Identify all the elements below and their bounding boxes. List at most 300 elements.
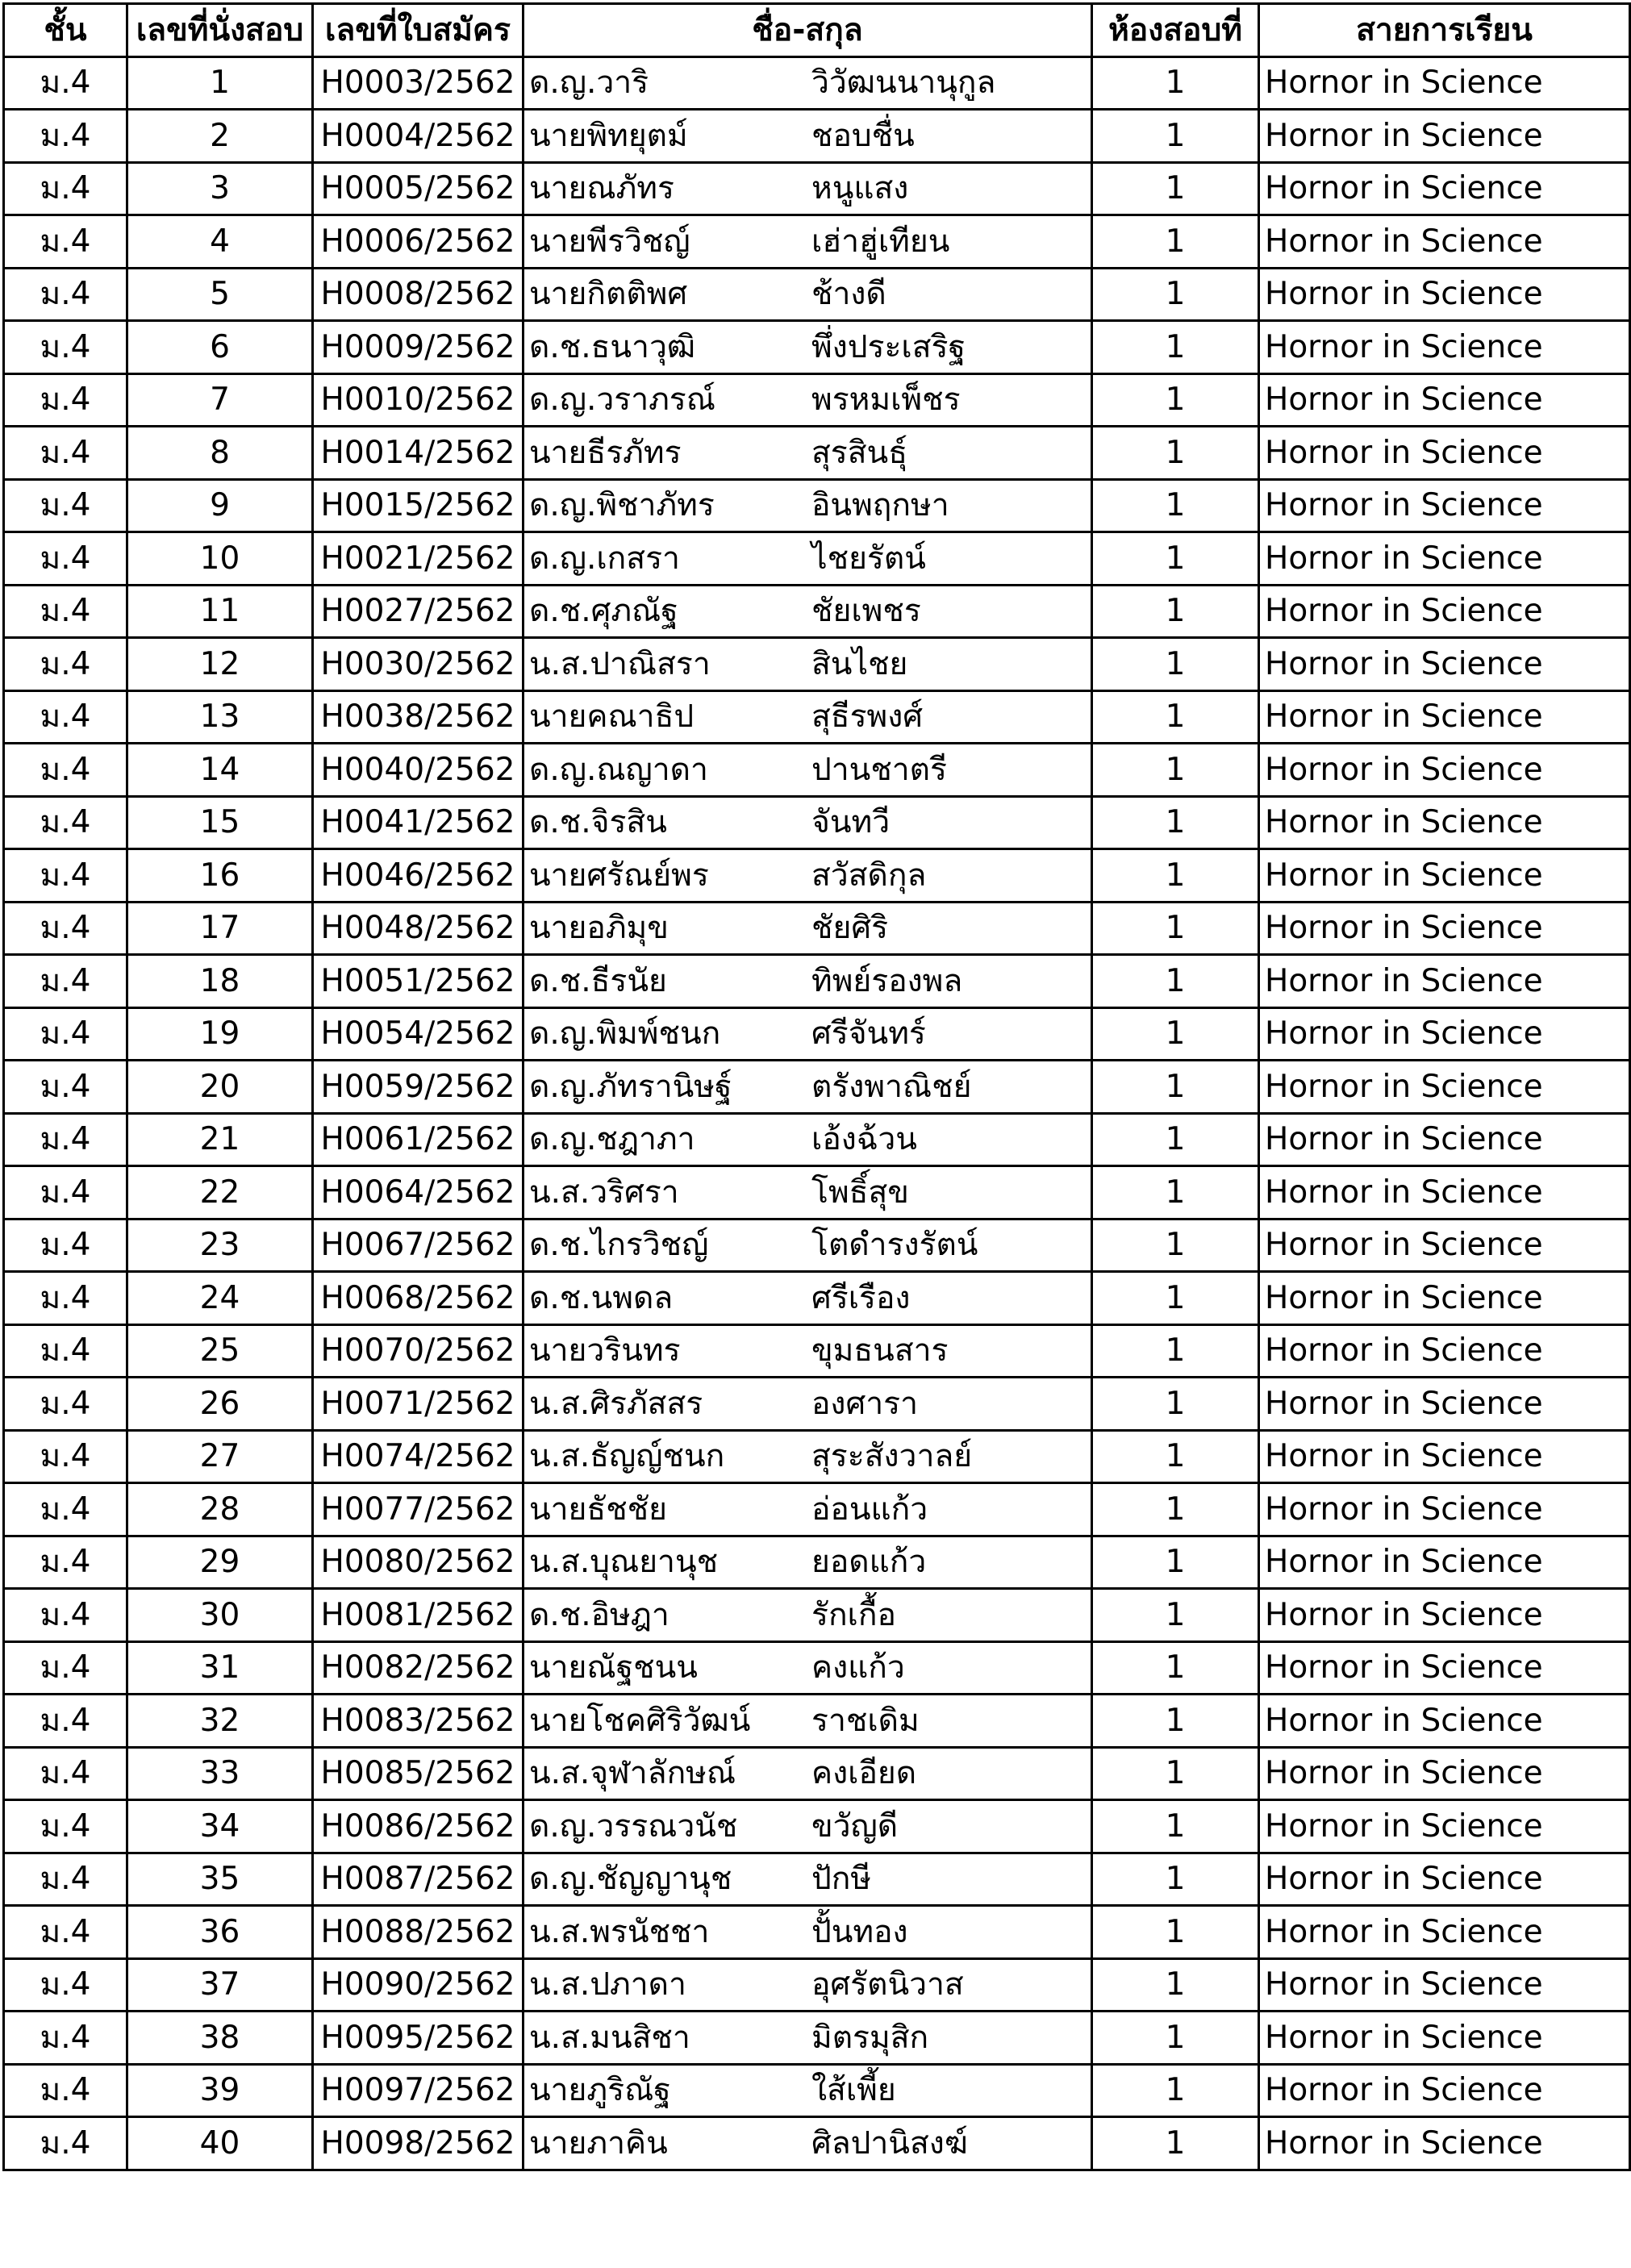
first-name: นายภูริณัฐ — [529, 2072, 671, 2109]
program-cell: Hornor in Science — [1259, 1536, 1630, 1589]
exam-room-cell: 1 — [1092, 1007, 1259, 1061]
full-name-cell — [524, 162, 1092, 215]
exam-room-cell: 1 — [1092, 110, 1259, 163]
full-name-cell — [524, 1272, 1092, 1325]
application-number-cell: H0095/2562 — [313, 2012, 524, 2065]
program-cell: Hornor in Science — [1259, 2117, 1630, 2170]
seat-number-cell: 16 — [127, 849, 313, 903]
table-row — [4, 638, 1630, 691]
table-row — [4, 1430, 1630, 1483]
application-number-cell: H0059/2562 — [313, 1061, 524, 1114]
application-number-cell: H0003/2562 — [313, 56, 524, 110]
program-cell: Hornor in Science — [1259, 1219, 1630, 1272]
table-row — [4, 1219, 1630, 1272]
seat-number-cell: 21 — [127, 1113, 313, 1166]
application-number-cell: H0046/2562 — [313, 849, 524, 903]
first-name: นายธัชชัย — [529, 1490, 668, 1528]
first-name: ด.ช.อิษฎา — [529, 1596, 670, 1633]
program-cell: Hornor in Science — [1259, 162, 1630, 215]
grade-cell: ม.4 — [4, 1747, 127, 1800]
seat-number-cell: 23 — [127, 1219, 313, 1272]
first-name: นายอภิมุข — [529, 910, 669, 947]
full-name-cell — [524, 2064, 1092, 2117]
table-row — [4, 1272, 1630, 1325]
grade-cell: ม.4 — [4, 638, 127, 691]
last-name: พรหมเพ็ชร — [811, 381, 961, 419]
grade-cell: ม.4 — [4, 1007, 127, 1061]
full-name-cell — [524, 902, 1092, 955]
program-cell: Hornor in Science — [1259, 1958, 1630, 2012]
first-name: ด.ญ.ณญาดา — [529, 751, 708, 788]
first-name: ด.ญ.วาริ — [529, 65, 649, 102]
last-name: โพธิ์สุข — [811, 1174, 909, 1211]
exam-room-cell: 1 — [1092, 1536, 1259, 1589]
exam-room-cell: 1 — [1092, 532, 1259, 586]
full-name-cell — [524, 268, 1092, 321]
program-cell: Hornor in Science — [1259, 2012, 1630, 2065]
program-cell: Hornor in Science — [1259, 902, 1630, 955]
grade-cell: ม.4 — [4, 1166, 127, 1219]
table-row — [4, 955, 1630, 1008]
grade-cell: ม.4 — [4, 1061, 127, 1114]
first-name: ด.ช.จิรสิน — [529, 804, 667, 841]
table-row — [4, 585, 1630, 638]
full-name-cell — [524, 849, 1092, 903]
first-name: ด.ญ.ภัทรานิษฐ์ — [529, 1068, 732, 1105]
seat-number-cell: 15 — [127, 796, 313, 849]
grade-cell: ม.4 — [4, 1800, 127, 1853]
last-name: สวัสดิกุล — [811, 857, 927, 894]
table-row — [4, 56, 1630, 110]
table-row — [4, 1483, 1630, 1536]
first-name: น.ส.ปภาดา — [529, 1966, 686, 2003]
first-name: ด.ช.ไกรวิชญ์ — [529, 1227, 709, 1264]
last-name: ไชยรัตน์ — [811, 540, 926, 577]
last-name: เฮ่าฮู่เทียน — [811, 223, 950, 260]
grade-cell: ม.4 — [4, 902, 127, 955]
seat-number-cell: 20 — [127, 1061, 313, 1114]
header-application-number: เลขที่ใบสมัคร — [313, 4, 524, 57]
full-name-cell — [524, 215, 1092, 269]
application-number-cell: H0087/2562 — [313, 1853, 524, 1906]
exam-room-cell: 1 — [1092, 2117, 1259, 2170]
exam-room-cell: 1 — [1092, 1853, 1259, 1906]
program-cell: Hornor in Science — [1259, 585, 1630, 638]
last-name: ช้างดี — [811, 276, 886, 313]
program-cell: Hornor in Science — [1259, 1641, 1630, 1695]
full-name-cell — [524, 1906, 1092, 1959]
seat-number-cell: 5 — [127, 268, 313, 321]
application-number-cell: H0015/2562 — [313, 479, 524, 532]
grade-cell: ม.4 — [4, 532, 127, 586]
full-name-cell — [524, 1536, 1092, 1589]
exam-seating-table — [2, 2, 1631, 2171]
seat-number-cell: 3 — [127, 162, 313, 215]
application-number-cell: H0081/2562 — [313, 1589, 524, 1642]
last-name: มิตรมุสิก — [811, 2019, 929, 2056]
exam-room-cell: 1 — [1092, 373, 1259, 427]
table-row — [4, 2012, 1630, 2065]
seat-number-cell: 29 — [127, 1536, 313, 1589]
grade-cell: ม.4 — [4, 1483, 127, 1536]
first-name: นายกิตติพศ — [529, 276, 688, 313]
program-cell: Hornor in Science — [1259, 638, 1630, 691]
application-number-cell: H0097/2562 — [313, 2064, 524, 2117]
table-row — [4, 1747, 1630, 1800]
seat-number-cell: 27 — [127, 1430, 313, 1483]
first-name: นายพิทยุตม์ — [529, 117, 688, 154]
first-name: ด.ญ.วราภรณ์ — [529, 381, 715, 419]
program-cell: Hornor in Science — [1259, 427, 1630, 480]
last-name: โตดำรงรัตน์ — [811, 1227, 978, 1264]
program-cell: Hornor in Science — [1259, 744, 1630, 797]
seat-number-cell: 1 — [127, 56, 313, 110]
full-name-cell — [524, 1853, 1092, 1906]
full-name-cell — [524, 110, 1092, 163]
table-row — [4, 1695, 1630, 1748]
exam-room-cell: 1 — [1092, 902, 1259, 955]
last-name: ศิลปานิสงฆ์ — [811, 2124, 968, 2162]
full-name-cell — [524, 1430, 1092, 1483]
full-name-cell — [524, 479, 1092, 532]
first-name: นายวรินทร — [529, 1332, 681, 1370]
grade-cell: ม.4 — [4, 1853, 127, 1906]
last-name: สุธีรพงศ์ — [811, 698, 924, 736]
first-name: น.ส.วริศรา — [529, 1174, 679, 1211]
grade-cell: ม.4 — [4, 110, 127, 163]
application-number-cell: H0030/2562 — [313, 638, 524, 691]
last-name: ศรีจันทร์ — [811, 1015, 926, 1053]
last-name: คงแก้ว — [811, 1649, 905, 1686]
seat-number-cell: 4 — [127, 215, 313, 269]
seat-number-cell: 35 — [127, 1853, 313, 1906]
seat-number-cell: 38 — [127, 2012, 313, 2065]
program-cell: Hornor in Science — [1259, 1061, 1630, 1114]
table-row — [4, 268, 1630, 321]
full-name-cell — [524, 1324, 1092, 1378]
first-name: ด.ช.ธนาวุฒิ — [529, 328, 696, 365]
exam-room-cell: 1 — [1092, 215, 1259, 269]
full-name-cell — [524, 1166, 1092, 1219]
program-cell: Hornor in Science — [1259, 1166, 1630, 1219]
program-cell: Hornor in Science — [1259, 2064, 1630, 2117]
exam-room-cell: 1 — [1092, 1378, 1259, 1431]
full-name-cell — [524, 690, 1092, 744]
application-number-cell: H0054/2562 — [313, 1007, 524, 1061]
last-name: ปั้นทอง — [811, 1913, 908, 1950]
exam-room-cell: 1 — [1092, 2064, 1259, 2117]
grade-cell: ม.4 — [4, 1113, 127, 1166]
exam-room-cell: 1 — [1092, 321, 1259, 374]
seat-number-cell: 13 — [127, 690, 313, 744]
program-cell: Hornor in Science — [1259, 268, 1630, 321]
seat-number-cell: 8 — [127, 427, 313, 480]
table-row — [4, 1906, 1630, 1959]
last-name: สุรสินธุ์ — [811, 434, 908, 471]
program-cell: Hornor in Science — [1259, 1747, 1630, 1800]
application-number-cell: H0006/2562 — [313, 215, 524, 269]
application-number-cell: H0098/2562 — [313, 2117, 524, 2170]
full-name-cell — [524, 1695, 1092, 1748]
table-row — [4, 1113, 1630, 1166]
table-row — [4, 796, 1630, 849]
full-name-cell — [524, 1800, 1092, 1853]
exam-room-cell: 1 — [1092, 1589, 1259, 1642]
full-name-cell — [524, 1007, 1092, 1061]
application-number-cell: H0027/2562 — [313, 585, 524, 638]
table-body — [4, 56, 1630, 2170]
seat-number-cell: 31 — [127, 1641, 313, 1695]
seat-number-cell: 19 — [127, 1007, 313, 1061]
program-cell: Hornor in Science — [1259, 1007, 1630, 1061]
program-cell: Hornor in Science — [1259, 1853, 1630, 1906]
seat-number-cell: 14 — [127, 744, 313, 797]
full-name-cell — [524, 796, 1092, 849]
first-name: นายณภัทร — [529, 170, 674, 207]
application-number-cell: H0086/2562 — [313, 1800, 524, 1853]
table-row — [4, 690, 1630, 744]
full-name-cell — [524, 744, 1092, 797]
table-row — [4, 1166, 1630, 1219]
table-row — [4, 479, 1630, 532]
table-row — [4, 532, 1630, 586]
exam-room-cell: 1 — [1092, 1483, 1259, 1536]
full-name-cell — [524, 1958, 1092, 2012]
exam-room-cell: 1 — [1092, 1430, 1259, 1483]
program-cell: Hornor in Science — [1259, 56, 1630, 110]
first-name: ด.ญ.พิมพ์ชนก — [529, 1015, 721, 1053]
last-name: ปักษี — [811, 1861, 872, 1898]
grade-cell: ม.4 — [4, 1958, 127, 2012]
application-number-cell: H0068/2562 — [313, 1272, 524, 1325]
last-name: ยอดแก้ว — [811, 1544, 927, 1581]
program-cell: Hornor in Science — [1259, 849, 1630, 903]
exam-room-cell: 1 — [1092, 690, 1259, 744]
full-name-cell — [524, 321, 1092, 374]
first-name: นายคณาธิป — [529, 698, 695, 736]
first-name: น.ส.ธัญญ์ชนก — [529, 1438, 725, 1475]
full-name-cell — [524, 1589, 1092, 1642]
full-name-cell — [524, 1113, 1092, 1166]
exam-room-cell: 1 — [1092, 1695, 1259, 1748]
last-name: หนูแสง — [811, 170, 909, 207]
last-name: อุศรัตนิวาส — [811, 1966, 964, 2003]
first-name: ด.ช.นพดล — [529, 1279, 674, 1316]
first-name: น.ส.จุฬาลักษณ์ — [529, 1755, 736, 1792]
last-name: คงเอียด — [811, 1755, 917, 1792]
last-name: ชัยเพชร — [811, 593, 921, 630]
exam-room-cell: 1 — [1092, 1958, 1259, 2012]
full-name-cell — [524, 1641, 1092, 1695]
application-number-cell: H0014/2562 — [313, 427, 524, 480]
table-row — [4, 215, 1630, 269]
exam-room-cell: 1 — [1092, 955, 1259, 1008]
program-cell: Hornor in Science — [1259, 796, 1630, 849]
seat-number-cell: 24 — [127, 1272, 313, 1325]
grade-cell: ม.4 — [4, 2064, 127, 2117]
table-row — [4, 1324, 1630, 1378]
program-cell: Hornor in Science — [1259, 690, 1630, 744]
first-name: น.ส.ปาณิสรา — [529, 645, 711, 682]
seat-number-cell: 39 — [127, 2064, 313, 2117]
full-name-cell — [524, 2117, 1092, 2170]
grade-cell: ม.4 — [4, 215, 127, 269]
exam-room-cell: 1 — [1092, 1166, 1259, 1219]
exam-room-cell: 1 — [1092, 1906, 1259, 1959]
application-number-cell: H0005/2562 — [313, 162, 524, 215]
application-number-cell: H0090/2562 — [313, 1958, 524, 2012]
exam-room-cell: 1 — [1092, 1800, 1259, 1853]
table-row — [4, 2064, 1630, 2117]
grade-cell: ม.4 — [4, 373, 127, 427]
grade-cell: ม.4 — [4, 2012, 127, 2065]
first-name: น.ส.บุณยานุช — [529, 1544, 719, 1581]
table-row — [4, 1061, 1630, 1114]
application-number-cell: H0074/2562 — [313, 1430, 524, 1483]
exam-room-cell: 1 — [1092, 849, 1259, 903]
exam-room-cell: 1 — [1092, 1641, 1259, 1695]
grade-cell: ม.4 — [4, 1430, 127, 1483]
program-cell: Hornor in Science — [1259, 1272, 1630, 1325]
table-row — [4, 1378, 1630, 1431]
exam-room-cell: 1 — [1092, 744, 1259, 797]
first-name: นายธีรภัทร — [529, 434, 682, 471]
grade-cell: ม.4 — [4, 1589, 127, 1642]
last-name: รักเกื้อ — [811, 1596, 896, 1633]
full-name-cell — [524, 1747, 1092, 1800]
seat-number-cell: 25 — [127, 1324, 313, 1378]
seat-number-cell: 33 — [127, 1747, 313, 1800]
program-cell: Hornor in Science — [1259, 1483, 1630, 1536]
program-cell: Hornor in Science — [1259, 479, 1630, 532]
program-cell: Hornor in Science — [1259, 1800, 1630, 1853]
exam-room-cell: 1 — [1092, 479, 1259, 532]
application-number-cell: H0008/2562 — [313, 268, 524, 321]
last-name: พึ่งประเสริฐ — [811, 328, 966, 365]
seat-number-cell: 6 — [127, 321, 313, 374]
last-name: สุระสังวาลย์ — [811, 1438, 973, 1475]
header-program: สายการเรียน — [1259, 4, 1630, 57]
table-row — [4, 1958, 1630, 2012]
table-row — [4, 373, 1630, 427]
last-name: จันทวี — [811, 804, 891, 841]
table-row — [4, 321, 1630, 374]
seat-number-cell: 2 — [127, 110, 313, 163]
table-row — [4, 1589, 1630, 1642]
first-name: นายณัฐชนน — [529, 1649, 698, 1686]
application-number-cell: H0070/2562 — [313, 1324, 524, 1378]
exam-room-cell: 1 — [1092, 796, 1259, 849]
application-number-cell: H0080/2562 — [313, 1536, 524, 1589]
application-number-cell: H0051/2562 — [313, 955, 524, 1008]
first-name: ด.ช.ธีรนัย — [529, 962, 667, 999]
last-name: ปานชาตรี — [811, 751, 947, 788]
exam-room-cell: 1 — [1092, 1061, 1259, 1114]
header-full-name: ชื่อ-สกุล — [524, 4, 1092, 57]
last-name: อินพฤกษา — [811, 487, 949, 524]
program-cell: Hornor in Science — [1259, 955, 1630, 1008]
full-name-cell — [524, 585, 1092, 638]
application-number-cell: H0010/2562 — [313, 373, 524, 427]
seat-number-cell: 32 — [127, 1695, 313, 1748]
last-name: ขวัญดี — [811, 1807, 899, 1845]
application-number-cell: H0021/2562 — [313, 532, 524, 586]
first-name: นายพีรวิชญ์ — [529, 223, 690, 260]
grade-cell: ม.4 — [4, 955, 127, 1008]
program-cell: Hornor in Science — [1259, 1378, 1630, 1431]
last-name: วิวัฒนนานุกูล — [811, 65, 996, 102]
grade-cell: ม.4 — [4, 585, 127, 638]
first-name: นายภาคิน — [529, 2124, 668, 2162]
program-cell: Hornor in Science — [1259, 110, 1630, 163]
header-grade: ชั้น — [4, 4, 127, 57]
first-name: ด.ญ.เกสรา — [529, 540, 680, 577]
table-row — [4, 1007, 1630, 1061]
last-name: ราชเดิม — [811, 1702, 920, 1739]
last-name: องศารา — [811, 1385, 918, 1422]
application-number-cell: H0067/2562 — [313, 1219, 524, 1272]
application-number-cell: H0038/2562 — [313, 690, 524, 744]
application-number-cell: H0082/2562 — [313, 1641, 524, 1695]
seat-number-cell: 30 — [127, 1589, 313, 1642]
first-name: น.ส.ศิรภัสสร — [529, 1385, 703, 1422]
grade-cell: ม.4 — [4, 1378, 127, 1431]
seat-number-cell: 9 — [127, 479, 313, 532]
exam-room-cell: 1 — [1092, 1219, 1259, 1272]
table-row — [4, 1536, 1630, 1589]
first-name: ด.ช.ศุภณัฐ — [529, 593, 678, 630]
program-cell: Hornor in Science — [1259, 1695, 1630, 1748]
program-cell: Hornor in Science — [1259, 1906, 1630, 1959]
last-name: ใส้เพี้ย — [811, 2072, 896, 2109]
exam-room-cell: 1 — [1092, 268, 1259, 321]
exam-room-cell: 1 — [1092, 1272, 1259, 1325]
full-name-cell — [524, 1483, 1092, 1536]
full-name-cell — [524, 427, 1092, 480]
program-cell: Hornor in Science — [1259, 532, 1630, 586]
header-seat-number: เลขที่นั่งสอบ — [127, 4, 313, 57]
seat-number-cell: 18 — [127, 955, 313, 1008]
application-number-cell: H0088/2562 — [313, 1906, 524, 1959]
exam-room-cell: 1 — [1092, 162, 1259, 215]
last-name: เอ้งฉ้วน — [811, 1121, 917, 1158]
exam-room-cell: 1 — [1092, 1747, 1259, 1800]
grade-cell: ม.4 — [4, 162, 127, 215]
last-name: ศรีเรือง — [811, 1279, 911, 1316]
program-cell: Hornor in Science — [1259, 1324, 1630, 1378]
last-name: ทิพย์รองพล — [811, 962, 963, 999]
full-name-cell — [524, 638, 1092, 691]
table-row — [4, 1853, 1630, 1906]
program-cell: Hornor in Science — [1259, 1113, 1630, 1166]
exam-room-cell: 1 — [1092, 56, 1259, 110]
exam-room-cell: 1 — [1092, 2012, 1259, 2065]
application-number-cell: H0061/2562 — [313, 1113, 524, 1166]
table-row — [4, 110, 1630, 163]
first-name: ด.ญ.พิชาภัทร — [529, 487, 715, 524]
application-number-cell: H0064/2562 — [313, 1166, 524, 1219]
seat-number-cell: 40 — [127, 2117, 313, 2170]
full-name-cell — [524, 1378, 1092, 1431]
table-row — [4, 1641, 1630, 1695]
application-number-cell: H0004/2562 — [313, 110, 524, 163]
first-name: ด.ญ.ชฎาภา — [529, 1121, 695, 1158]
grade-cell: ม.4 — [4, 268, 127, 321]
first-name: นายศรัณย์พร — [529, 857, 709, 894]
grade-cell: ม.4 — [4, 690, 127, 744]
full-name-cell — [524, 56, 1092, 110]
program-cell: Hornor in Science — [1259, 215, 1630, 269]
